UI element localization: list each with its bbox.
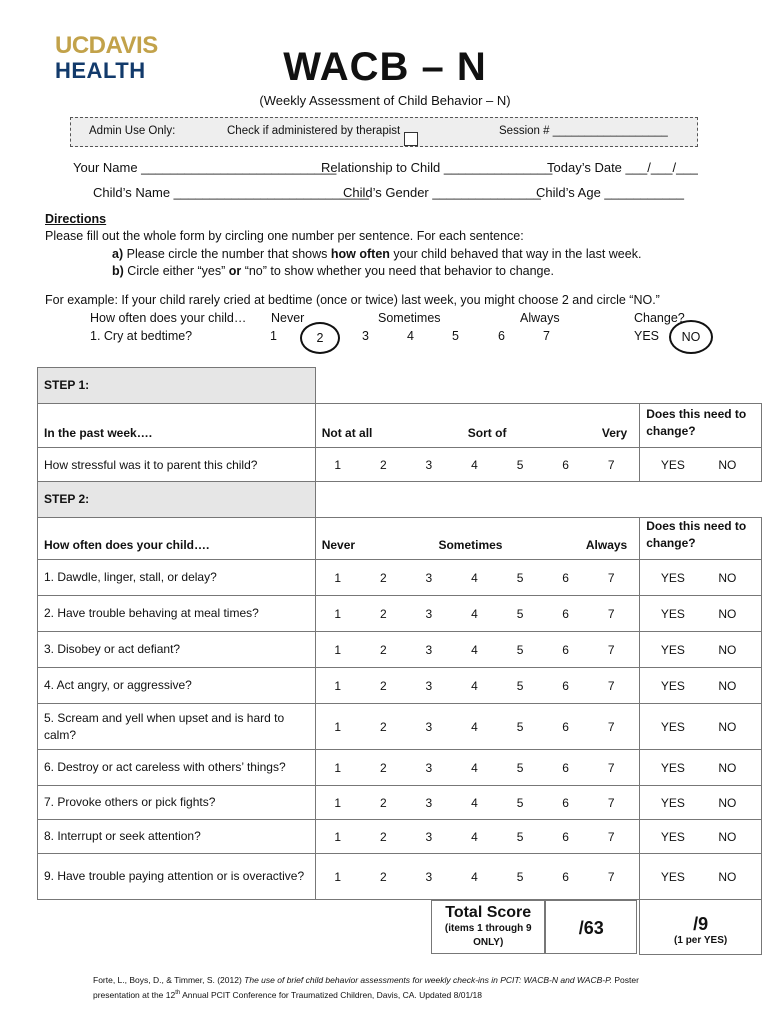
therapist-check-label: Check if administered by therapist xyxy=(227,125,401,137)
yes-option[interactable]: YES xyxy=(660,869,685,884)
item-row xyxy=(38,750,762,786)
scale-2[interactable]: 2 xyxy=(379,869,387,884)
citation-presentation: presentation at the 12 xyxy=(93,989,176,1000)
childs-gender-field[interactable]: Child’s Gender _______________ xyxy=(343,185,541,200)
citation-footer xyxy=(93,974,693,1002)
direction-a-post: your child behaved that way in the last week. xyxy=(389,247,642,261)
childs-age-field[interactable]: Child’s Age ___________ xyxy=(536,185,684,200)
scale-4[interactable]: 4 xyxy=(471,829,478,844)
item-row xyxy=(38,632,762,668)
no-option[interactable]: NO xyxy=(718,606,737,621)
scale-1[interactable]: 1 xyxy=(334,869,342,884)
step1-column-header xyxy=(38,404,762,448)
scale-3[interactable]: 3 xyxy=(425,457,433,472)
direction-b-label: b) xyxy=(112,264,124,278)
step2-header-row xyxy=(38,482,762,518)
yes-count-box[interactable] xyxy=(640,900,762,955)
citation-authors: Forte, L., Boys, D., & Timmer, S. (2012) xyxy=(93,975,245,985)
no-option[interactable]: NO xyxy=(718,869,737,884)
form-title: WACB – N xyxy=(283,45,487,89)
direction-a xyxy=(112,247,641,261)
item-text: 3. Disobey or act defiant? xyxy=(38,632,316,668)
example-question-header: How often does your child… xyxy=(90,311,247,325)
scale-2[interactable]: 2 xyxy=(379,570,387,585)
yes-option[interactable]: YES xyxy=(660,642,685,657)
therapist-checkbox[interactable] xyxy=(404,132,418,146)
yes-option[interactable]: YES xyxy=(660,760,685,775)
yes-option[interactable]: YES xyxy=(660,795,685,810)
item-row xyxy=(38,854,762,900)
scale-1[interactable]: 1 xyxy=(334,678,342,693)
example-always: Always xyxy=(520,311,560,325)
no-option[interactable]: NO xyxy=(718,457,737,472)
todays-date-field[interactable]: Today’s Date ___/___/___ xyxy=(547,160,698,175)
scale-3[interactable]: 3 xyxy=(425,829,433,844)
scale-3[interactable]: 3 xyxy=(425,719,433,734)
yes-count-max: /9 xyxy=(693,913,709,934)
citation-sup: th xyxy=(175,990,181,996)
scale-5[interactable]: 5 xyxy=(516,869,524,884)
scale-6[interactable]: 6 xyxy=(562,719,569,734)
scale-3[interactable]: 3 xyxy=(425,795,433,810)
scale-5[interactable]: 5 xyxy=(516,678,524,693)
scale-7[interactable]: 7 xyxy=(607,570,615,585)
direction-b-bold: or xyxy=(228,264,242,278)
example-sometimes: Sometimes xyxy=(378,311,441,325)
direction-b-post: “no” to show whether you need that behavior to change. xyxy=(241,264,554,278)
example-never: Never xyxy=(271,311,305,325)
example-num-4: 4 xyxy=(407,329,414,343)
step2-sometimes: Sometimes xyxy=(438,538,503,552)
scale-5[interactable]: 5 xyxy=(516,606,524,621)
scale-4[interactable]: 4 xyxy=(471,606,478,621)
citation-title: The use of brief child behavior assessments for weekly check-ins in PCIT: WACB-N and WACB-P. xyxy=(244,975,613,985)
item-text: 8. Interrupt or seek attention? xyxy=(38,820,316,854)
scale-5[interactable]: 5 xyxy=(516,457,524,472)
scale-1[interactable]: 1 xyxy=(334,642,342,657)
scale-6[interactable]: 6 xyxy=(562,570,569,585)
scale-2[interactable]: 2 xyxy=(379,719,387,734)
item-row xyxy=(38,668,762,704)
yes-option[interactable]: YES xyxy=(660,678,685,693)
childs-name-field[interactable]: Child’s Name ___________________________ xyxy=(93,185,369,200)
item-row xyxy=(38,704,762,750)
scale-1[interactable]: 1 xyxy=(334,795,342,810)
example-num-7: 7 xyxy=(543,329,550,343)
step1-header-row xyxy=(38,368,762,404)
example-item: 1. Cry at bedtime? xyxy=(90,329,193,343)
assessment-table xyxy=(37,367,762,955)
item-text: 4. Act angry, or aggressive? xyxy=(38,668,316,704)
scale-6[interactable]: 6 xyxy=(562,606,569,621)
citation-conference: Annual PCIT Conference for Traumatized Children, Davis, CA. Updated 8/01/18 xyxy=(180,989,483,1000)
scale-5[interactable]: 5 xyxy=(516,642,524,657)
scale-6[interactable]: 6 xyxy=(562,869,569,884)
scale-2[interactable]: 2 xyxy=(379,457,387,472)
scale-4[interactable]: 4 xyxy=(471,719,478,734)
yes-count-note: (1 per YES) xyxy=(674,934,728,946)
example-num-6: 6 xyxy=(498,329,505,343)
scale-7[interactable]: 7 xyxy=(607,829,615,844)
admin-label: Admin Use Only: xyxy=(89,125,176,137)
scale-3[interactable]: 3 xyxy=(425,570,433,585)
item-text: 7. Provoke others or pick fights? xyxy=(38,786,316,820)
scale-2[interactable]: 2 xyxy=(379,829,387,844)
scale-2[interactable]: 2 xyxy=(379,606,387,621)
scale-1[interactable]: 1 xyxy=(334,760,342,775)
scale-1[interactable]: 1 xyxy=(334,606,342,621)
total-score-note: (items 1 through 9 ONLY) xyxy=(444,923,532,948)
scale-7[interactable]: 7 xyxy=(607,760,615,775)
scale-7[interactable]: 7 xyxy=(607,719,615,734)
example-num-1: 1 xyxy=(270,329,277,343)
step1-item: How stressful was it to parent this child? xyxy=(38,448,316,482)
item-text: 5. Scream and yell when upset and is hard to calm? xyxy=(38,704,316,750)
direction-a-pre: Please circle the number that shows xyxy=(126,247,331,261)
scale-7[interactable]: 7 xyxy=(607,606,615,621)
item-row xyxy=(38,596,762,632)
scale-1[interactable]: 1 xyxy=(334,719,342,734)
no-option[interactable]: NO xyxy=(718,760,737,775)
total-score-max[interactable]: /63 xyxy=(545,900,637,954)
scale-1[interactable]: 1 xyxy=(334,829,342,844)
no-option[interactable]: NO xyxy=(718,678,737,693)
scale-6[interactable]: 6 xyxy=(562,678,569,693)
scale-7[interactable]: 7 xyxy=(607,869,615,884)
item-row xyxy=(38,560,762,596)
scale-1[interactable]: 1 xyxy=(334,457,342,472)
scale-7[interactable]: 7 xyxy=(607,457,615,472)
relationship-field[interactable]: Relationship to Child _______________ xyxy=(321,160,553,175)
directions-heading: Directions xyxy=(45,212,107,226)
scale-4[interactable]: 4 xyxy=(471,457,478,472)
scale-6[interactable]: 6 xyxy=(562,795,569,810)
example-change: Change? xyxy=(634,311,685,325)
step2-always: Always xyxy=(585,538,628,552)
example-num-5: 5 xyxy=(452,329,459,343)
step1-not-at-all: Not at all xyxy=(321,426,373,440)
direction-a-label: a) xyxy=(112,247,124,261)
item-row xyxy=(38,786,762,820)
citation-poster: Poster xyxy=(612,975,639,985)
example-num-3: 3 xyxy=(362,329,369,343)
session-field[interactable]: Session # __________________ xyxy=(499,125,668,137)
example-yes: YES xyxy=(634,329,660,343)
total-score-label: Total Score xyxy=(445,904,532,921)
scale-4[interactable]: 4 xyxy=(471,678,478,693)
scale-4[interactable]: 4 xyxy=(471,869,478,884)
step2-change-header: Does this need to change? xyxy=(640,518,762,560)
yes-option[interactable]: YES xyxy=(660,457,685,472)
scale-5[interactable]: 5 xyxy=(516,719,524,734)
scale-3[interactable]: 3 xyxy=(425,606,433,621)
scale-2[interactable]: 2 xyxy=(379,678,387,693)
no-option[interactable]: NO xyxy=(718,719,737,734)
direction-a-bold: how often xyxy=(330,247,390,261)
step2-column-header xyxy=(38,518,762,560)
scale-2[interactable]: 2 xyxy=(379,795,387,810)
item-row xyxy=(38,820,762,854)
scale-7[interactable]: 7 xyxy=(607,795,615,810)
scale-4[interactable]: 4 xyxy=(471,795,478,810)
scale-6[interactable]: 6 xyxy=(562,760,569,775)
step2-never: Never xyxy=(321,538,356,552)
step1-sort-of: Sort of xyxy=(467,426,507,440)
scale-3[interactable]: 3 xyxy=(425,642,433,657)
scale-3[interactable]: 3 xyxy=(425,760,433,775)
scale-5[interactable]: 5 xyxy=(516,829,524,844)
scale-7[interactable]: 7 xyxy=(607,678,615,693)
scale-2[interactable]: 2 xyxy=(379,642,387,657)
no-option[interactable]: NO xyxy=(718,829,737,844)
yes-option[interactable]: YES xyxy=(660,606,685,621)
no-option[interactable]: NO xyxy=(718,642,737,657)
scale-4[interactable]: 4 xyxy=(471,642,478,657)
total-score-label-box xyxy=(431,900,545,954)
logo-ucdavis-text: UCDAVIS xyxy=(55,32,158,59)
scale-4[interactable]: 4 xyxy=(471,760,478,775)
example-no-circled: NO xyxy=(669,320,713,354)
scale-3[interactable]: 3 xyxy=(425,869,433,884)
step1-change-header: Does this need to change? xyxy=(640,404,762,448)
yes-option[interactable]: YES xyxy=(660,829,685,844)
scale-2[interactable]: 2 xyxy=(379,760,387,775)
scale-4[interactable]: 4 xyxy=(471,570,478,585)
yes-option[interactable]: YES xyxy=(660,570,685,585)
direction-b xyxy=(112,264,554,278)
therapist-check-row xyxy=(227,125,400,137)
your-name-field[interactable]: Your Name ___________________________ xyxy=(73,160,337,175)
scale-7[interactable]: 7 xyxy=(607,642,615,657)
scale-6[interactable]: 6 xyxy=(562,642,569,657)
scale-5[interactable]: 5 xyxy=(516,570,524,585)
yes-option[interactable]: YES xyxy=(660,719,685,734)
direction-b-pre: Circle either “yes” xyxy=(127,264,229,278)
step1-question-header: In the past week…. xyxy=(38,404,316,448)
form-subtitle: (Weekly Assessment of Child Behavior – N) xyxy=(259,93,511,108)
directions-text: Please fill out the whole form by circling one number per sentence. For each sentence: xyxy=(45,229,524,243)
item-text: 1. Dawdle, linger, stall, or delay? xyxy=(38,560,316,596)
scale-6[interactable]: 6 xyxy=(562,829,569,844)
item-text: 9. Have trouble paying attention or is overactive? xyxy=(38,854,316,900)
step2-question-header: How often does your child…. xyxy=(38,518,316,560)
scale-5[interactable]: 5 xyxy=(516,760,524,775)
scale-1[interactable]: 1 xyxy=(334,570,342,585)
admin-use-box xyxy=(70,117,698,147)
step1-stress-row xyxy=(38,448,762,482)
logo-health-text: HEALTH xyxy=(55,58,146,83)
item-text: 6. Destroy or act careless with others’ things? xyxy=(38,750,316,786)
scale-5[interactable]: 5 xyxy=(516,795,524,810)
step2-label: STEP 2: xyxy=(38,482,316,518)
no-option[interactable]: NO xyxy=(718,795,737,810)
total-score-row xyxy=(38,900,762,955)
step1-very: Very xyxy=(601,426,628,440)
item-text: 2. Have trouble behaving at meal times? xyxy=(38,596,316,632)
no-option[interactable]: NO xyxy=(718,570,737,585)
step1-label: STEP 1: xyxy=(38,368,316,404)
scale-3[interactable]: 3 xyxy=(425,678,433,693)
scale-6[interactable]: 6 xyxy=(562,457,569,472)
example-num-2-circled: 2 xyxy=(300,322,340,354)
example-intro: For example: If your child rarely cried at bedtime (once or twice) last week, you might choose 2 and circle “NO.” xyxy=(45,293,660,307)
